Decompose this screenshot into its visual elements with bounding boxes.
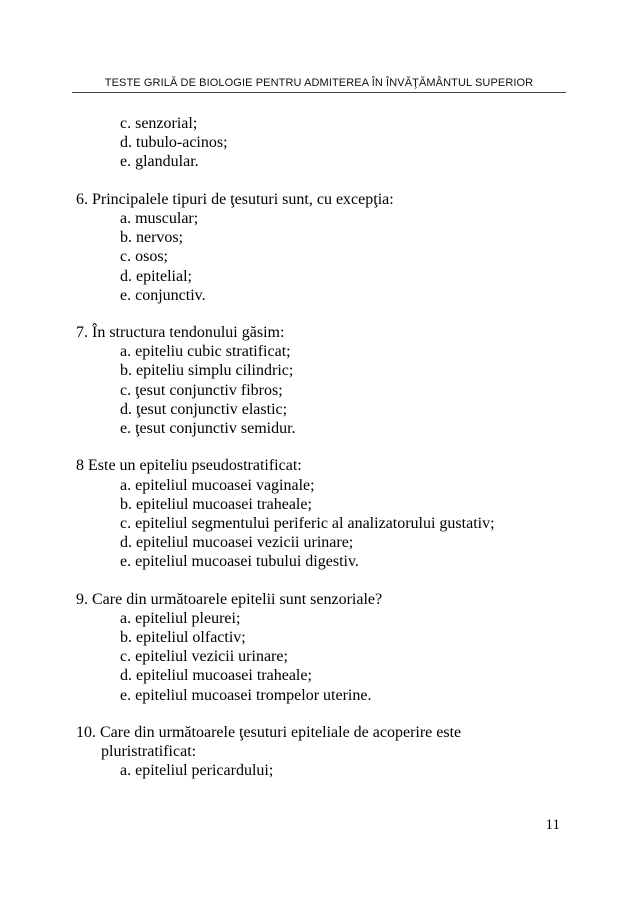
running-header: TESTE GRILĂ DE BIOLOGIE PENTRU ADMITEREA ÎN ÎNVĂŢĂMÂNTUL SUPERIOR bbox=[104, 77, 534, 89]
option-item: d. epiteliul mucoasei traheale; bbox=[120, 667, 312, 685]
option-item: b. epiteliu simplu cilindric; bbox=[120, 362, 294, 380]
option-item: a. epiteliul pericardului; bbox=[120, 762, 274, 780]
question-text: 6. Principalele tipuri de ţesuturi sunt, cu excepţia: bbox=[76, 190, 394, 208]
option-item: b. epiteliul mucoasei traheale; bbox=[120, 495, 312, 513]
option-item: e. epiteliul mucoasei trompelor uterine. bbox=[120, 686, 372, 704]
option-item: c. epiteliul segmentului periferic al analizatorului gustativ; bbox=[120, 514, 495, 532]
question-block bbox=[76, 590, 576, 705]
question-text: 8 Este un epiteliu pseudostratificat: bbox=[76, 457, 302, 475]
option-item: a. epiteliul mucoasei vaginale; bbox=[120, 476, 315, 494]
option-item: d. ţesut conjunctiv elastic; bbox=[120, 400, 288, 418]
question-block bbox=[76, 190, 576, 305]
question-block bbox=[76, 456, 576, 571]
option-item: e. ţesut conjunctiv semidur. bbox=[120, 420, 296, 437]
option-item: c. ţesut conjunctiv fibros; bbox=[120, 381, 283, 399]
option-item: d. epitelial; bbox=[120, 267, 192, 285]
question-text-continuation: pluristratificat: bbox=[101, 743, 197, 761]
question-block bbox=[76, 723, 576, 781]
page-body bbox=[76, 114, 576, 781]
page-number: 11 bbox=[545, 817, 560, 833]
carryover-options bbox=[76, 114, 576, 172]
option-item: c. senzorial; bbox=[120, 115, 198, 132]
option-item: c. epiteliul vezicii urinare; bbox=[120, 648, 288, 666]
question-text: 7. În structura tendonului găsim: bbox=[76, 324, 285, 342]
option-item: a. epiteliul pleurei; bbox=[120, 609, 241, 627]
option-item: b. epiteliul olfactiv; bbox=[120, 629, 246, 647]
option-item: a. muscular; bbox=[120, 209, 199, 227]
option-item: d. epiteliul mucoasei vezicii urinare; bbox=[120, 534, 354, 552]
option-item: e. epiteliul mucoasei tubului digestiv. bbox=[120, 553, 359, 571]
option-item: a. epiteliu cubic stratificat; bbox=[120, 343, 291, 361]
question-block bbox=[76, 323, 576, 438]
option-item: e. glandular. bbox=[120, 153, 199, 171]
option-item: b. nervos; bbox=[120, 229, 184, 247]
option-item: e. conjunctiv. bbox=[120, 286, 206, 304]
header-divider bbox=[72, 92, 566, 93]
question-text: 9. Care din următoarele epitelii sunt senzoriale? bbox=[76, 590, 383, 608]
option-item: d. tubulo-acinos; bbox=[120, 134, 228, 152]
option-item: c. osos; bbox=[120, 248, 168, 266]
question-text: 10. Care din următoarele ţesuturi epiteliale de acoperire este bbox=[76, 724, 462, 741]
